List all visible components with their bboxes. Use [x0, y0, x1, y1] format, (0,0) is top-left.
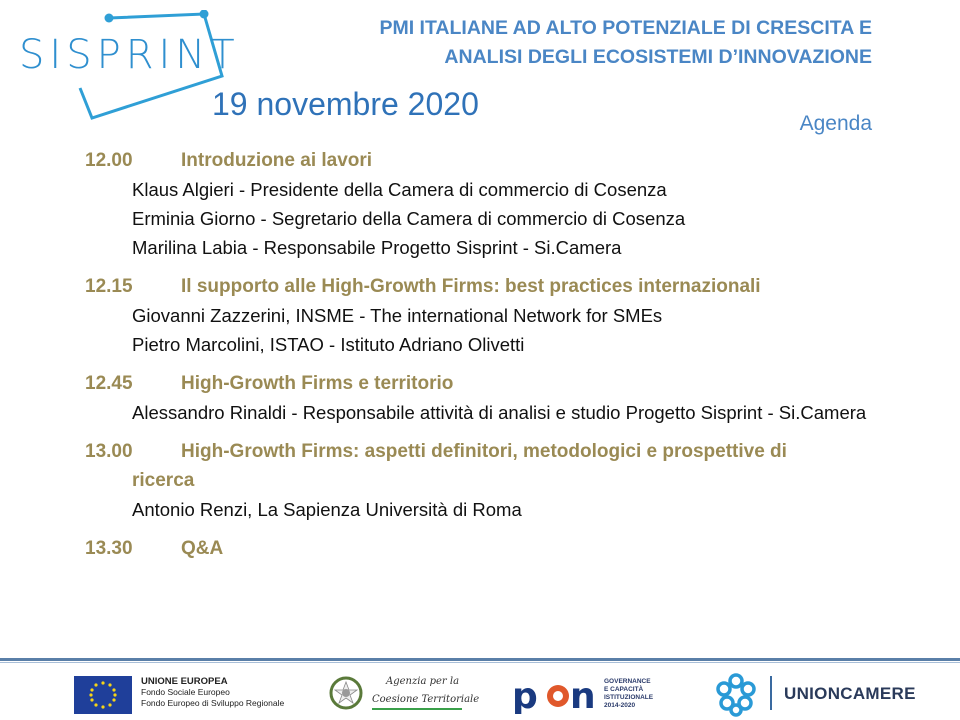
agenda-item: [85, 534, 885, 563]
agenzia-line-1: Agenzia per la: [386, 676, 460, 687]
agenda-time: 12.15: [85, 276, 133, 297]
agenda-time: 12.00: [85, 150, 133, 171]
speaker: Marilina Labia - Responsabile Progetto Sisprint - Si.Camera: [132, 237, 622, 258]
unioncamere-separator: [770, 676, 772, 710]
agenda-list: [85, 146, 885, 573]
speaker: Giovanni Zazzerini, INSME - The international Network for SMEs: [132, 305, 663, 326]
agenda-topic: Il supporto alle High-Growth Firms: best practices internazionali: [181, 276, 761, 297]
pon-line-2: E CAPACITÀ: [604, 686, 644, 693]
eu-title: UNIONE EUROPEA: [141, 676, 228, 687]
agenda-topic: Q&A: [181, 538, 224, 559]
speaker: Klaus Algieri - Presidente della Camera di commercio di Cosenza: [132, 179, 667, 200]
speaker: Pietro Marcolini, ISTAO - Istituto Adriano Olivetti: [132, 334, 525, 355]
logo-text: SISPRINT: [19, 32, 240, 78]
footer-divider-thin: [0, 662, 960, 663]
pon-text: [604, 678, 653, 710]
agenda-item: [85, 437, 885, 524]
agenda-item: [85, 369, 885, 427]
svg-text:n: n: [570, 676, 596, 714]
agenda-topic: High-Growth Firms: aspetti definitori, metodologici e prospettive di: [181, 441, 787, 462]
agenda-topic-continued: ricerca: [132, 470, 195, 491]
agenda-topic: High-Growth Firms e territorio: [181, 373, 454, 394]
eu-fund-1: Fondo Sociale Europeo: [141, 687, 230, 697]
speaker: Erminia Giorno - Segretario della Camera di commercio di Cosenza: [132, 208, 686, 229]
agenda-item: [85, 272, 885, 359]
eu-text: [141, 676, 284, 709]
unioncamere-logo-icon: [713, 672, 759, 718]
page-title: [252, 14, 872, 72]
title-line-2: ANALISI DEGLI ECOSISTEMI D’INNOVAZIONE: [444, 46, 872, 68]
footer: [0, 664, 960, 720]
agenzia-line-2: Coesione Territoriale: [372, 694, 480, 705]
agenzia-coesione-logo: [372, 676, 479, 706]
speaker: Alessandro Rinaldi - Responsabile attività di analisi e studio Progetto Sisprint - Si.Camera: [132, 402, 867, 423]
agenda-item: [85, 146, 885, 262]
pon-line-1: GOVERNANCE: [604, 678, 651, 685]
unioncamere-text: UNIONCAMERE: [784, 684, 916, 703]
pon-logo-icon: [512, 674, 602, 714]
agenda-time: 13.00: [85, 441, 133, 462]
pon-line-3: ISTITUZIONALE: [604, 694, 654, 701]
agenda-time: 13.30: [85, 538, 133, 559]
footer-divider: [0, 658, 960, 661]
speaker: Antonio Renzi, La Sapienza Università di Roma: [132, 499, 522, 520]
svg-text:p: p: [512, 676, 538, 714]
agenzia-underline: [372, 708, 462, 710]
agenda-label: Agenda: [799, 112, 872, 135]
title-line-1: PMI ITALIANE AD ALTO POTENZIALE DI CRESCITA E: [379, 17, 872, 39]
event-date: 19 novembre 2020: [212, 86, 479, 122]
pon-line-4: 2014-2020: [604, 702, 636, 709]
agenda-topic: Introduzione ai lavori: [181, 150, 373, 171]
eu-flag-icon: [74, 676, 132, 714]
eu-fund-2: Fondo Europeo di Sviluppo Regionale: [141, 698, 285, 708]
agenda-time: 12.45: [85, 373, 133, 394]
italian-republic-emblem-icon: [329, 674, 363, 712]
